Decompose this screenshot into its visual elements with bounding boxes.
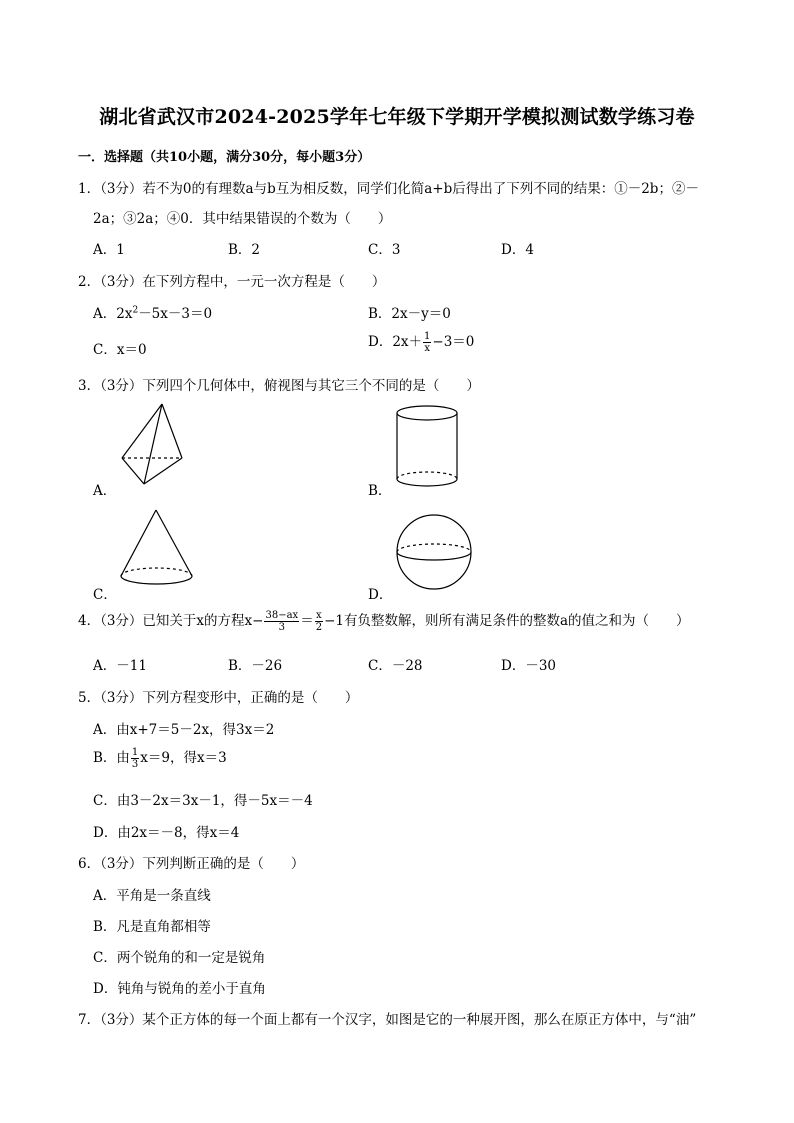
q6-option-b: B．凡是直角都相等 bbox=[93, 919, 211, 935]
q3-option-d: D． bbox=[368, 587, 393, 603]
q5-option-a: A．由x+7＝5－2x，得3x＝2 bbox=[93, 722, 275, 738]
fraction: $\frac{x}{2}$ bbox=[315, 610, 323, 633]
q3-option-a: A． bbox=[93, 483, 117, 499]
q1-option-a: A．1 bbox=[93, 242, 125, 258]
cone-figure bbox=[118, 508, 198, 590]
q6-option-c: C．两个锐角的和一定是锐角 bbox=[93, 950, 266, 966]
triangular-pyramid-figure bbox=[116, 400, 188, 490]
fraction: $\frac{1}{x}$ bbox=[424, 331, 431, 354]
q5-option-c: C．由3－2x＝3x－1，得－5x＝－4 bbox=[93, 793, 313, 809]
q3-option-c: C． bbox=[93, 587, 117, 603]
q2-option-c: C．x＝0 bbox=[93, 342, 147, 358]
question-5-stem: 5．（3分）下列方程变形中，正确的是（ ） bbox=[78, 690, 359, 706]
question-4-stem: 4．（3分）已知关于x的方程x− $\frac{38-ax}{3}$ ＝ $\frac{x}{2}$ −1有负整数解，则所有满足条件的整数a的值之和为（ ） bbox=[78, 610, 690, 633]
q6-option-d: D．钝角与锐角的差小于直角 bbox=[93, 981, 266, 997]
q2-option-a: A．$2x^2-5x-3=0$ bbox=[93, 305, 213, 322]
fraction: $\frac{1}{3}$ bbox=[131, 747, 139, 770]
cylinder-figure bbox=[394, 404, 460, 490]
q2-option-d: D．2x＋ $\frac{1}{x}$ −3＝0 bbox=[368, 331, 475, 354]
q5-option-b: B．由 $\frac{1}{3}$ x＝9，得x＝3 bbox=[93, 747, 227, 770]
question-3-stem: 3．（3分）下列四个几何体中，俯视图与其它三个不同的是（ ） bbox=[78, 378, 480, 394]
q2-option-b: B．2x－y＝0 bbox=[368, 306, 451, 322]
q4-option-d: D．－30 bbox=[501, 658, 557, 674]
q4-option-a: A．－11 bbox=[93, 658, 147, 674]
q6-option-a: A．平角是一条直线 bbox=[93, 888, 211, 904]
question-1-line-2: 2a；③2a；④0．其中结果错误的个数为（ ） bbox=[93, 211, 392, 227]
q3-option-b: B． bbox=[368, 483, 392, 499]
q5-option-d: D．由2x＝－8，得x＝4 bbox=[93, 825, 240, 841]
q4-option-c: C．－28 bbox=[368, 658, 423, 674]
q1-option-d: D．4 bbox=[501, 242, 534, 258]
question-1-line-1: 1．（3分）若不为0的有理数a与b互为相反数，同学们化简a+b后得出了下列不同的结果：①－2b；②－ bbox=[78, 181, 699, 197]
q4-option-b: B．－26 bbox=[228, 658, 283, 674]
page-title: 湖北省武汉市2024-2025学年七年级下学期开学模拟测试数学练习卷 bbox=[99, 106, 695, 128]
question-2-stem: 2．（3分）在下列方程中，一元一次方程是（ ） bbox=[78, 274, 386, 290]
question-6-stem: 6．（3分）下列判断正确的是（ ） bbox=[78, 856, 305, 872]
fraction: $\frac{38-ax}{3}$ bbox=[265, 610, 299, 633]
q1-option-b: B．2 bbox=[228, 242, 261, 258]
section-heading: 一．选择题（共10小题，满分30分，每小题3分） bbox=[78, 150, 371, 165]
q1-option-c: C．3 bbox=[368, 242, 401, 258]
sphere-figure bbox=[396, 514, 476, 594]
question-7-stem: 7．（3分）某个正方体的每一个面上都有一个汉字，如图是它的一种展开图，那么在原正方体中，与“油” bbox=[78, 1012, 697, 1028]
